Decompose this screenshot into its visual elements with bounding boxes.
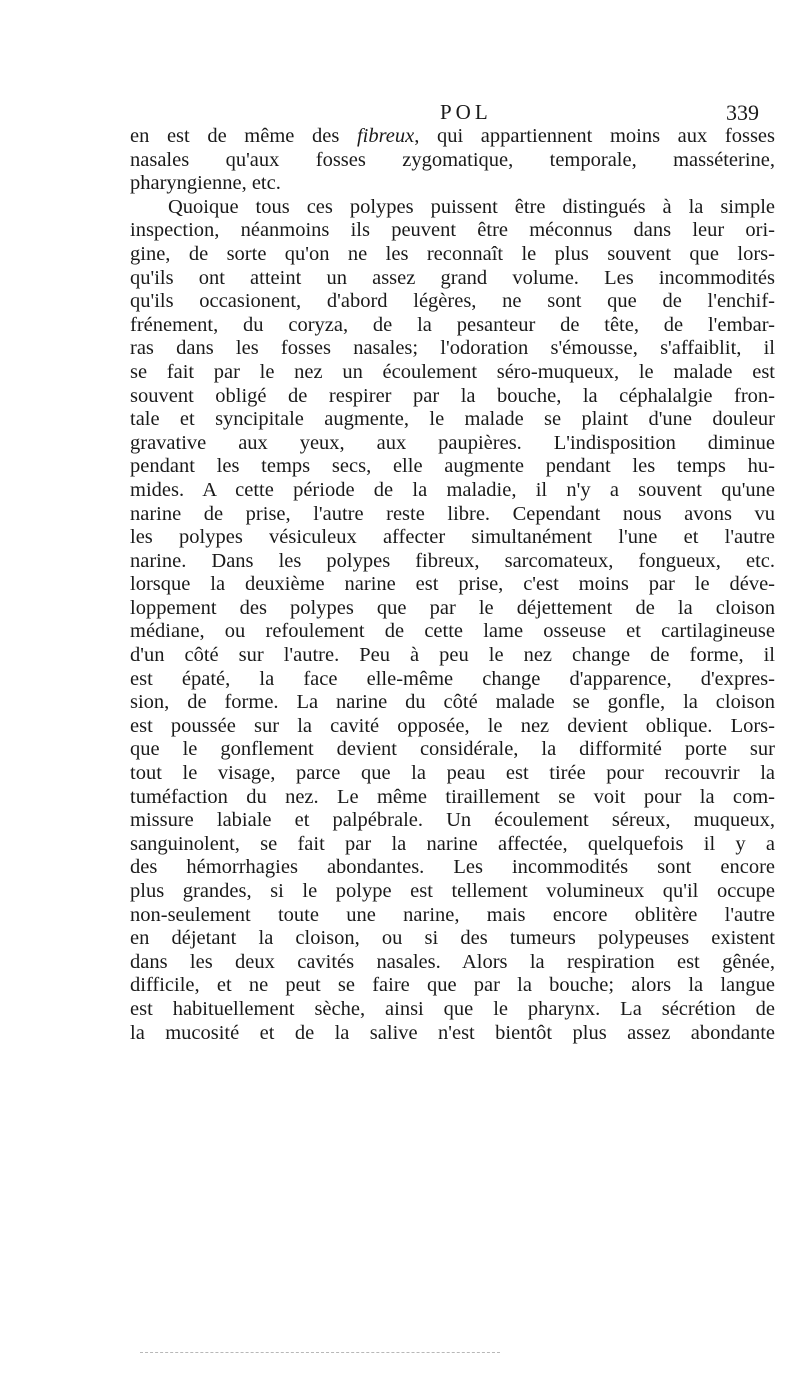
text-line-13: tale et syncipitale augmente, le malade se plaint d'une douleur — [130, 408, 775, 431]
body-text — [130, 125, 775, 1045]
text-line-32: des hémorrhagies abondantes. Les incommodités sont encore — [130, 856, 775, 879]
text-line-16: mides. A cette période de la maladie, il n'y a souvent qu'une — [130, 478, 775, 501]
text-line-18: les polypes vésiculeux affecter simultanément l'une et l'autre — [130, 526, 775, 549]
text-line-35: en déjetant la cloison, ou si des tumeurs polypeuses existent — [130, 927, 775, 950]
text-line-9: frénement, du coryza, de la pesanteur de tête, de l'embar- — [130, 313, 775, 336]
text-line-3: pharyngienne, etc. — [130, 172, 281, 195]
text-line-31: sanguinolent, se fait par la narine affectée, quelquefois il y a — [130, 832, 775, 855]
text-line-26: est poussée sur la cavité opposée, le nez devient oblique. Lors- — [130, 714, 775, 737]
text-line-5: inspection, néanmoins ils peuvent être méconnus dans leur ori- — [130, 219, 775, 242]
text-line-6: gine, de sorte qu'on ne les reconnaît le plus souvent que lors- — [130, 242, 775, 265]
bottom-divider — [140, 1352, 500, 1353]
text-line-30: missure labiale et palpébrale. Un écoulement séreux, muqueux, — [130, 809, 775, 832]
text-line-39: la mucosité et de la salive n'est bientôt plus assez abondante — [130, 1021, 775, 1044]
running-title: POL — [440, 100, 492, 124]
text-line-12: souvent obligé de respirer par la bouche, la céphalalgie fron- — [130, 384, 775, 407]
text-line-38: est habituellement sèche, ainsi que le pharynx. La sécrétion de — [130, 997, 775, 1020]
text-line-1: en est de même des fibreux, qui appartiennent moins aux fosses — [130, 125, 775, 147]
text-line-25: sion, de forme. La narine du côté malade se gonfle, la cloison — [130, 691, 775, 714]
text-line-14: gravative aux yeux, aux paupières. L'indisposition diminue — [130, 431, 775, 454]
text-line-24: est épaté, la face elle-même change d'apparence, d'expres- — [130, 667, 775, 690]
text-line-21: loppement des polypes que par le déjettement de la cloison — [130, 596, 775, 619]
text-line-10: ras dans les fosses nasales; l'odoration s'émousse, s'affaiblit, il — [130, 337, 775, 360]
text-line-19: narine. Dans les polypes fibreux, sarcomateux, fongueux, etc. — [130, 549, 775, 572]
text-line-17: narine de prise, l'autre reste libre. Cependant nous avons vu — [130, 502, 775, 525]
page-number: 339 — [726, 100, 759, 125]
text-line-22: médiane, ou refoulement de cette lame osseuse et cartilagineuse — [130, 620, 775, 643]
text-line-37: difficile, et ne peut se faire que par la bouche; alors la langue — [130, 974, 775, 997]
text-line-23: d'un côté sur l'autre. Peu à peu le nez change de forme, il — [130, 644, 775, 667]
text-line-15: pendant les temps secs, elle augmente pendant les temps hu- — [130, 455, 775, 478]
text-line-7: qu'ils ont atteint un assez grand volume. Les incommodités — [130, 266, 775, 289]
text-line-8: qu'ils occasionent, d'abord légères, ne sont que de l'enchif- — [130, 290, 775, 313]
text-line-11: se fait par le nez un écoulement séro-muqueux, le malade est — [130, 360, 775, 383]
text-line-4: Quoique tous ces polypes puissent être distingués à la simple — [168, 195, 775, 218]
text-line-36: dans les deux cavités nasales. Alors la respiration est gênée, — [130, 950, 775, 973]
text-line-33: plus grandes, si le polype est tellement volumineux qu'il occupe — [130, 880, 775, 902]
text-line-27: que le gonflement devient considérale, la difformité porte sur — [130, 738, 775, 761]
text-line-20: lorsque la deuxième narine est prise, c'est moins par le déve- — [130, 573, 775, 596]
text-line-2: nasales qu'aux fosses zygomatique, temporale, masséterine, — [130, 148, 775, 171]
italic-term: fibreux — [356, 125, 415, 147]
text-line-29: tuméfaction du nez. Le même tiraillement se voit pour la com- — [130, 785, 775, 808]
text-line-34: non-seulement toute une narine, mais encore oblitère l'autre — [130, 903, 775, 926]
text-line-28: tout le visage, parce que la peau est tirée pour recouvrir la — [130, 762, 775, 785]
